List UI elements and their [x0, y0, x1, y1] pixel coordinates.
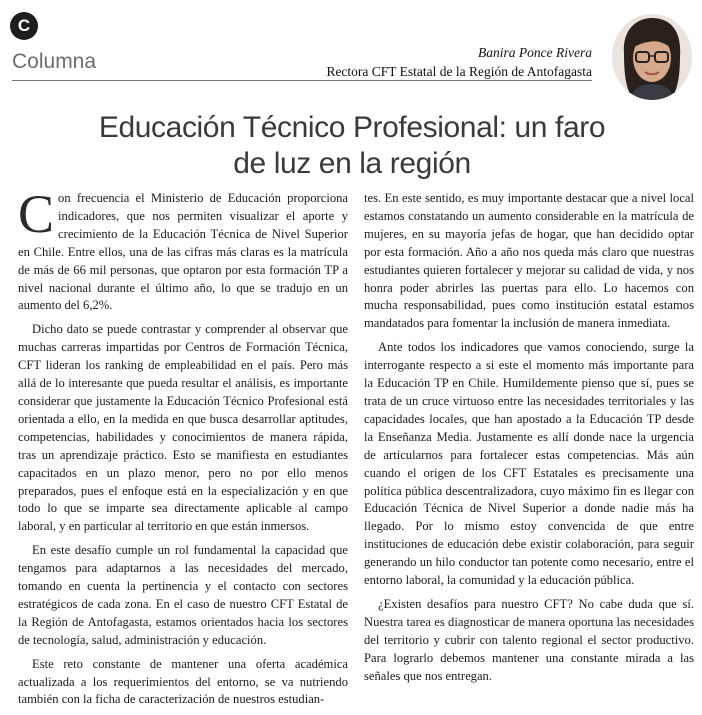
author-portrait-icon [612, 14, 692, 100]
paragraph: Dicho dato se puede contrastar y comprender al observar que muchas carreras impartidas por Centros de Formación Técnica, CFT lideran los ranking de empleabilidad en el país. Pero más allá de lo interesante que pueda resultar el análisis, es importante considerar que justamente la Educación Técnico Profesional está orientada a ello, en la medida en que busca desarrollar aptitudes, competencias, habilidades y conocimientos de manera rápida, tras un aprendizaje práctico. Esto se manifiesta en estudiantes capacitados en un plazo menor, pero no por ello menos preparados, pues el enfoque está en la especialización y en que todo lo que se imparte sea directamente aplicable al campo laboral, y en particular al territorio en que están inmersos. [18, 322, 348, 534]
headline-line-1: Educación Técnico Profesional: un faro [98, 111, 606, 144]
author-avatar [612, 14, 692, 100]
paragraph: Este reto constante de mantener una oferta académica actualizada a los requerimientos del entorno, se va nutriendo también con la ficha de caracterización de nuestros estudian- [18, 656, 348, 707]
section-label: Columna [12, 50, 97, 73]
author-block [326, 44, 592, 81]
section-badge: C [10, 12, 38, 40]
article-headline [40, 110, 664, 182]
paragraph: En este desafío cumple un rol fundamental la capacidad que tengamos para adaptarnos a las necesidades del mercado, tomando en cuenta la pertinencia y el contacto con sectores estratégicos de cada zona. En el caso de nuestro CFT Estatal de la Región de Antofagasta, estamos orientados hacia los sectores de tecnología, salud, administración y educación. [18, 543, 348, 647]
drop-cap: C [18, 184, 55, 244]
headline-line-2: de luz en la región [233, 147, 471, 180]
paragraph: tes. En este sentido, es muy importante destacar que a nivel local estamos constatando un aumento considerable en la matrícula de mujeres, en su mayoría jefas de hogar, que han decidido optar por esta formación. Año a año nos queda más claro que nuestras estudiantes quieren fortalecer y mejorar su calidad de vida, y nos honra poder abrirles las puertas para ello. Lo hacemos con mucha responsabilidad, pues como institución estatal estamos mandatados para fomentar la inclusión de manera inmediata. [364, 191, 694, 331]
paragraph: ¿Existen desafíos para nuestro CFT? No cabe duda que sí. Nuestra tarea es diagnosticar de manera oportuna las necesidades del territorio y cubrir con talento regional el sector productivo. Para lograrlo debemos mantener una constante mirada a las señales que nos entregan. [364, 596, 694, 683]
article-column-right [364, 190, 694, 691]
article-column-left [18, 184, 348, 715]
paragraph [18, 184, 348, 315]
author-name: Banira Ponce Rivera [478, 45, 592, 60]
author-role: Rectora CFT Estatal de la Región de Antofagasta [326, 64, 592, 79]
paragraph-text: on frecuencia el Ministerio de Educación proporciona indicadores, que nos permiten visualizar el aporte y crecimiento de la Educación Técnica de Nivel Superior en Chile. Entre ellos, una de las cifras más claras es la matrícula de más de 66 mil personas, que optaron por esta formación TP a nivel nacional durante el último año, lo que se tradujo en un aumento del 6,2%. [18, 191, 348, 313]
paragraph: Ante todos los indicadores que vamos conociendo, surge la interrogante respecto a si este el momento más importante para la Educación TP en Chile. Humildemente pienso que sí, pues se trata de un cruce virtuoso entre las necesidades territoriales y las capacidades locales, que han apostado a la Educación TP desde la Enseñanza Media. Justamente es allí donde nace la urgencia de articularnos para fortalecer estas competencias. Más aún cuando el origen de los CFT Estatales es precisamente una política pública descentralizadora, cuyo máximo fin es llegar con Educación Técnica de Nivel Superior a donde nadie más ha llegado. Por lo mismo estoy convencida de que entre instituciones de educación debe existir colaboración, para seguir generando un hilo conductor tan potente como necesario, entre el entorno laboral, la comunidad y la educación pública. [364, 340, 694, 588]
